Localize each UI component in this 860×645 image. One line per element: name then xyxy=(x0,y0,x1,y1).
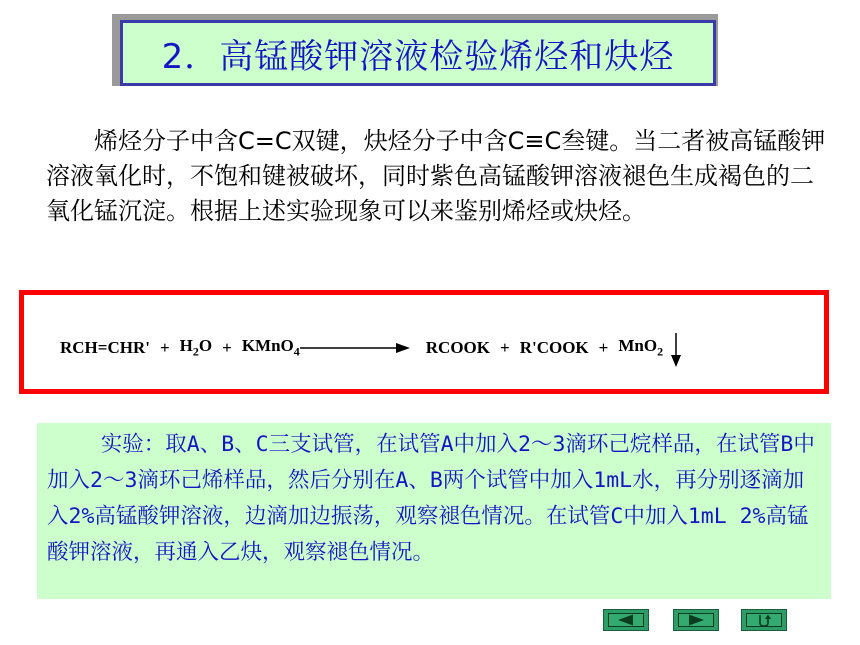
intro-paragraph: 烯烃分子中含C=C双键，炔烃分子中含C≡C叁键。当二者被高锰酸钾溶液氧化时，不饱和键被破坏，同时紫色高锰酸钾溶液褪色生成褐色的二氧化锰沉淀。根据上述实验现象可以来鉴别烯烃或炔烃。 xyxy=(46,127,826,225)
reaction-box xyxy=(19,290,829,394)
title-box xyxy=(120,20,716,86)
plus-sign: + xyxy=(598,338,609,357)
experiment-box xyxy=(37,423,831,599)
reactant-kmno4: KMnO$_4$ xyxy=(241,336,300,359)
precipitate-arrow-icon xyxy=(669,333,683,367)
return-button[interactable] xyxy=(741,609,787,631)
plus-sign: + xyxy=(222,338,232,357)
reaction-equation xyxy=(60,331,830,365)
plus-sign: + xyxy=(500,338,510,357)
prev-slide-button[interactable] xyxy=(603,609,649,631)
slide-title: 2．高锰酸钾溶液检验烯烃和炔烃 xyxy=(161,36,675,77)
product-mno2: MnO$_2$ xyxy=(618,336,664,359)
reactant-water: $H_2O$ xyxy=(179,336,213,359)
triangle-left-icon xyxy=(616,614,636,626)
product-carboxylate-1: RCOOK xyxy=(425,338,490,357)
reaction-arrow-icon xyxy=(300,342,410,354)
triangle-right-icon xyxy=(686,614,706,626)
plus-sign: + xyxy=(159,338,170,357)
return-arrow-icon xyxy=(756,614,772,627)
next-slide-button[interactable] xyxy=(673,609,719,631)
experiment-paragraph: 实验：取A、B、C三支试管，在试管A中加入2～3滴环己烷样品，在试管B中加入2～3滴环己烯样品，然后分别在A、B两个试管中加入1mL水，再分别逐滴加入2%高锰酸钾溶液，边滴加边振荡，观察褪色情况。在试管C中加入1mL 2%高锰酸钾溶液，再通入乙炔，观察褪色情况。 xyxy=(47,432,815,565)
product-carboxylate-2: R'COOK xyxy=(519,338,589,357)
reactant-alkene: RCH=CHR' xyxy=(60,338,150,357)
